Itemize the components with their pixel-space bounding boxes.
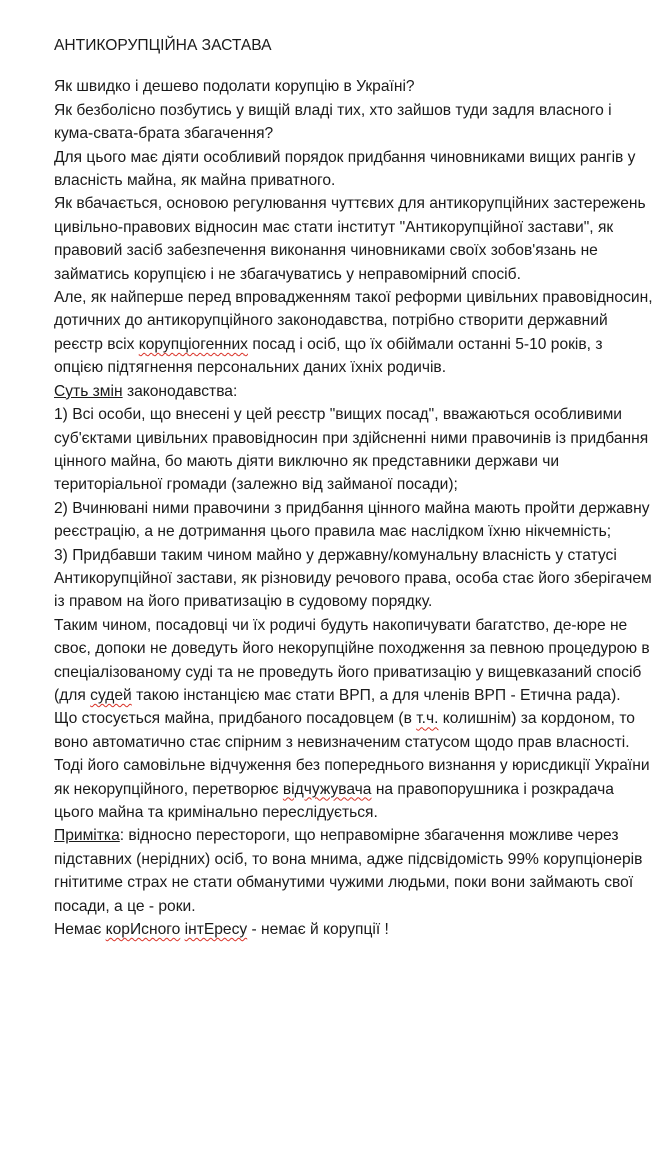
registry-text-end: посад і осіб, що їх обіймали останні 5-10 років, з опцією підтягнення персональних даних їхніх родичів.	[54, 335, 603, 377]
paragraph-accumulation	[54, 614, 654, 708]
changes-heading	[54, 380, 654, 403]
changes-item-1: 1) Всі особи, що внесені у цей реєстр "вищих посад", вважаються особливими суб'єктами цивільних правовідносин при здійсненні ними правочинів із придбання цінного майна, бо мають діяти виключно як представники держави чи територіальної громади (залежно від займаної посади);	[54, 406, 649, 494]
foreign-text-1: Що стосується майна, придбаного посадовцем (в	[54, 710, 417, 728]
accumulation-text-end: такою інстанцією має стати ВРП, а для членів ВРП - Етична рада).	[131, 686, 621, 704]
foreign-text-2: колишнім) за кордоном, то воно автоматично стає спірним з невизначеним статусом щодо прав власності. Тоді його самовільне відчуження без попереднього визнання у юрисдикції України як некорупційного, перетворює	[54, 710, 650, 798]
document-body	[54, 34, 654, 941]
changes-item-2: 2) Вчинювані ними правочини з придбання цінного майна мають пройти державну реєстрацію, а не дотримання цього правила має наслідком їхню нікчемність;	[54, 499, 650, 541]
paragraph-registry	[54, 286, 654, 380]
closing-text-1: Немає	[54, 921, 106, 939]
paragraph-procedure: Для цього має діяти особливий порядок придбання чиновниками вищих рангів у власність майна, як майна приватного.	[54, 148, 636, 190]
spellcheck-word[interactable]: корИсного	[105, 921, 181, 939]
changes-item-3: 3) Придбавши таким чином майно у державну/комунальну власність у статусі Антикорупційної застави, як різновиду речового права, особа стає його зберігачем із правом на його приватизацію в судовому порядку.	[54, 546, 652, 611]
registry-text-start: Але, як найперше перед впровадженням такої реформи цивільних правовідносин, дотичних до антикорупційного законодавства, потрібно створити державний реєстр всіх	[54, 289, 653, 353]
closing-text-3: - немає й корупції !	[247, 921, 389, 939]
spellcheck-word[interactable]: відчужувача	[282, 780, 372, 798]
paragraph-foreign-property	[54, 707, 654, 824]
spellcheck-word[interactable]: судей	[90, 686, 132, 704]
foreign-text-3: на правопорушника і розкрадача цього майна та кримінально переслідується.	[54, 780, 614, 821]
changes-heading-rest: законодавства:	[122, 382, 238, 400]
document-title: АНТИКОРУПЦІЙНА ЗАСТАВА	[54, 37, 272, 54]
spellcheck-word[interactable]: корупціогенних	[138, 335, 248, 353]
changes-heading-underlined: Суть змін	[54, 382, 123, 400]
accumulation-text-start: Таким чином, посадовці чи їх родичі будуть накопичувати багатство, де-юре не своє, допоки не доведуть його некорупційне походження за певною процедурою в спеціалізованому суді та не проведуть його приватизацію у вищевказаний спосіб (для	[54, 616, 650, 704]
spellcheck-word[interactable]: т.ч.	[416, 710, 439, 728]
paragraph-note	[54, 824, 654, 918]
paragraph-closing	[54, 918, 654, 941]
spellcheck-word[interactable]: інтЕресу	[184, 921, 248, 939]
note-label: Примітка	[54, 827, 120, 845]
paragraph-question-2: Як безболісно позбутись у вищій владі тих, хто зайшов туди задля власного і кума-свата-брата збагачення?	[54, 101, 612, 143]
note-text: : відносно перестороги, що неправомірне збагачення можливе через підставних (нерідних) осіб, то вона мнима, адже підсвідомість 99% корупціонерів гнітитиме страх не стати обманутими чужими людьми, поки вони займають свої посади, а це - роки.	[54, 827, 643, 915]
paragraph-question-1: Як швидко і дешево подолати корупцію в Україні?	[54, 78, 415, 96]
paragraph-institute: Як вбачається, основою регулювання чуттєвих для антикорупційних застережень цивільно-правових відносин має стати інститут "Антикорупційної застави", як правовий засіб забезпечення виконання чиновниками своїх зобов'язань не займатись корупцією і не збагачуватись у неправомірний спосіб.	[54, 195, 646, 283]
